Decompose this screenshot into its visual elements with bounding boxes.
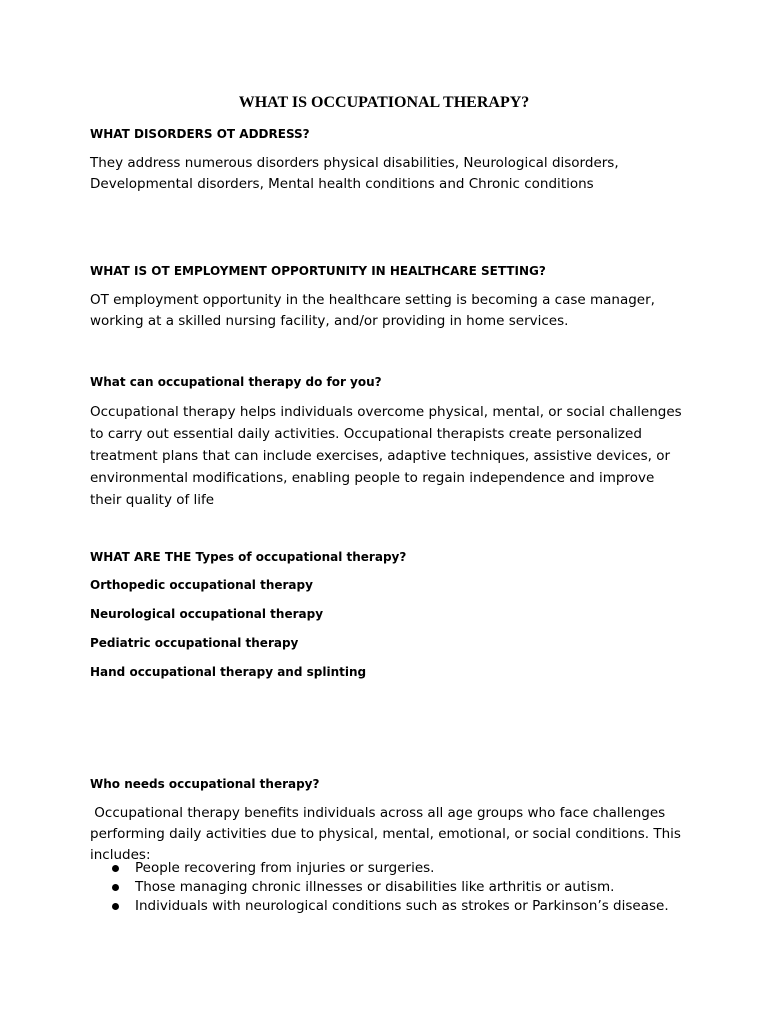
section-heading-employment: WHAT IS OT EMPLOYMENT OPPORTUNITY IN HEALTHCARE SETTING? <box>90 264 546 278</box>
who-needs-bullet-list <box>90 859 685 916</box>
section-body-what-can-ot-do: Occupational therapy helps individuals overcome physical, mental, or social challenges to carry out essential daily activities. Occupational therapists create personalized treatment plans that can include exercises, adaptive techniques, assistive devices, or environmental modifications, enabling people to regain independence and improve their quality of life <box>90 404 682 508</box>
document-title: WHAT IS OCCUPATIONAL THERAPY? <box>238 94 530 111</box>
section-body-employment: OT employment opportunity in the healthcare setting is becoming a case manager, working at a skilled nursing facility, and/or providing in home services. <box>90 292 655 329</box>
section-body-who-needs: Occupational therapy benefits individuals across all age groups who face challenges performing daily activities due to physical, mental, emotional, or social conditions. This includes: <box>90 805 686 863</box>
section-body-disorders: They address numerous disorders physical disabilities, Neurological disorders, Developmental disorders, Mental health conditions and Chronic conditions <box>90 155 619 192</box>
type-item-hand: Hand occupational therapy and splinting <box>90 665 367 679</box>
list-item-text: Those managing chronic illnesses or disabilities like arthritis or autism. <box>135 879 615 895</box>
type-item-pediatric: Pediatric occupational therapy <box>90 636 299 650</box>
list-item <box>90 878 685 897</box>
list-item-text: People recovering from injuries or surgeries. <box>135 860 435 876</box>
bullet-icon <box>112 884 119 891</box>
section-heading-types: WHAT ARE THE Types of occupational therapy? <box>90 550 407 564</box>
type-item-orthopedic: Orthopedic occupational therapy <box>90 578 313 592</box>
section-heading-what-can-ot-do: What can occupational therapy do for you? <box>90 375 382 389</box>
list-item <box>90 859 685 878</box>
section-heading-disorders: WHAT DISORDERS OT ADDRESS? <box>90 127 310 141</box>
list-item-text: Individuals with neurological conditions such as strokes or Parkinson’s disease. <box>135 898 669 914</box>
type-item-neurological: Neurological occupational therapy <box>90 607 324 621</box>
list-item <box>90 897 685 916</box>
bullet-icon <box>112 903 119 910</box>
section-heading-who-needs: Who needs occupational therapy? <box>90 777 320 791</box>
bullet-icon <box>112 865 119 872</box>
